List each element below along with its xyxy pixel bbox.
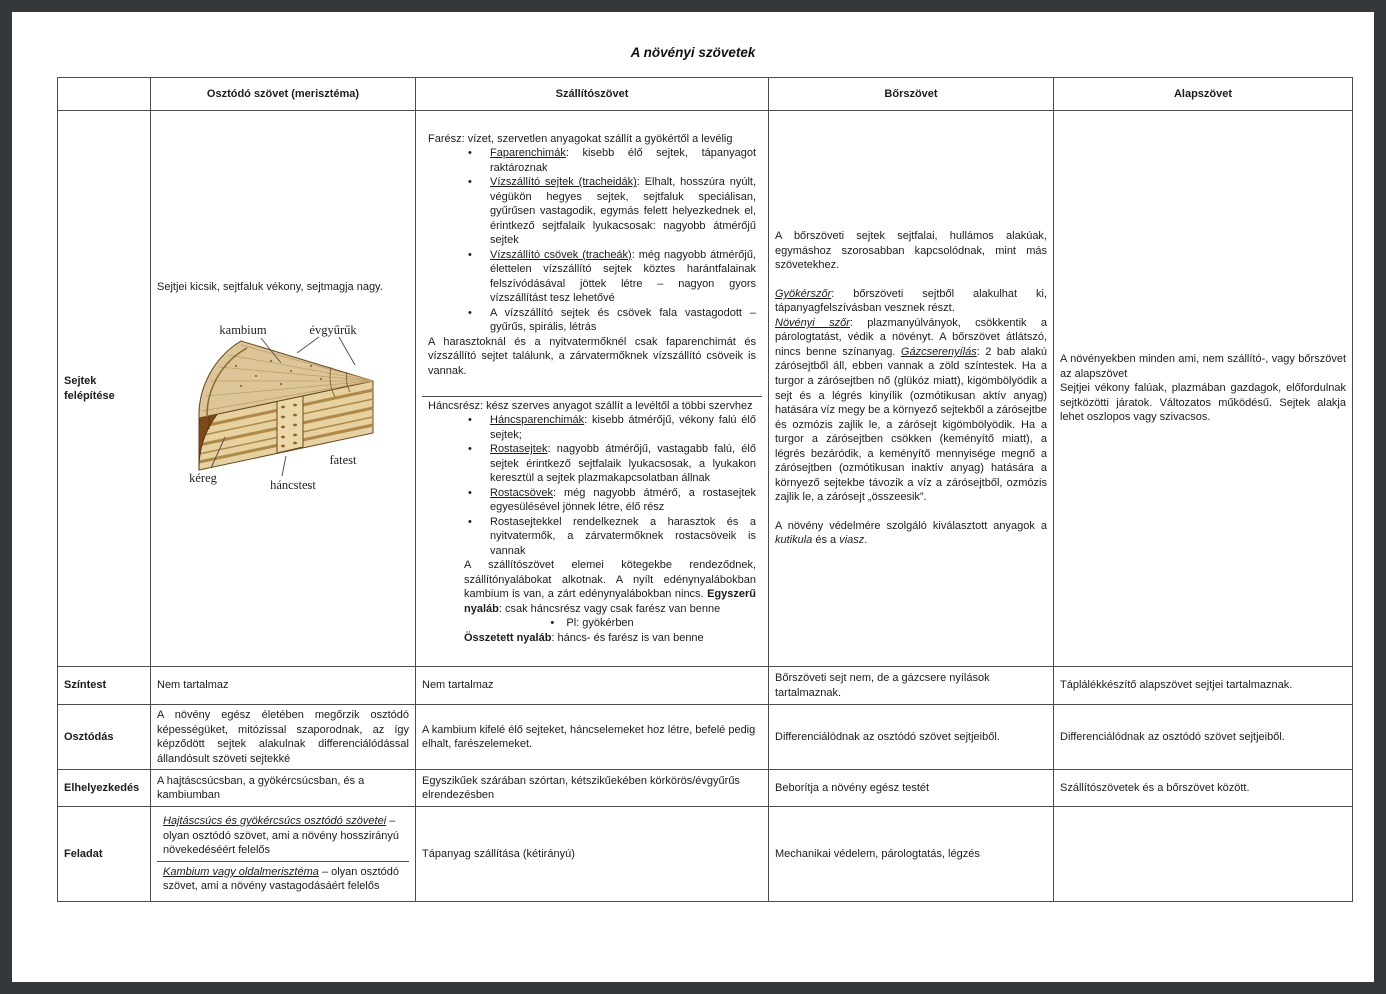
cell-elhelyezkedes-alapszovet: Szállítószövetek és a bőrszövet között. (1054, 770, 1353, 807)
row-label-szintest: Színtest (58, 667, 151, 705)
header-borszovet: Bőrszövet (769, 78, 1054, 111)
list-item: • Háncsparenchimák: kisebb átmérőjű, vékony falú élő sejtek; (464, 413, 756, 442)
diagram-label-evgyuruk: évgyűrűk (308, 322, 357, 337)
list-item: • Rostasejtekkel rendelkeznek a harasztok és a nyitvatermők, a zárvatermőknek rostacsöveik is vannak (464, 515, 756, 559)
row-label-feladat: Feladat (58, 807, 151, 902)
document-page (12, 12, 1374, 982)
page-title: A növényi szövetek (630, 45, 756, 60)
row-feladat (58, 807, 1353, 902)
row-elhelyezkedes (58, 770, 1353, 807)
osszetett-nyalab-line: Összetett nyaláb: háncs- és farész is van benne (464, 631, 704, 644)
alapszovet-p1: A növényekben minden ami, nem szállító-, vagy bőrszövet az alapszövet (1060, 353, 1346, 380)
cell-elhelyezkedes-szallito: Egyszikűek szárában szórtan, kétszikűekében körkörös/évgyűrűs elrendezésben (416, 770, 769, 807)
tree-diagram-svg (181, 321, 386, 493)
list-item: • Vízszállító csövek (tracheák): még nagyobb átmérőjű, élettelen vízszállító sejtek köztes harántfalainak felszívódásával jöttek létre – nagyon gyors vízszállítást tesz lehetővé (464, 248, 756, 306)
diagram-label-fatest: fatest (328, 452, 357, 467)
cell-sejtek-borszovet (769, 111, 1054, 667)
borszovet-p4: A növény védelmére szolgáló kiválasztott anyagok a kutikula és a viasz. (775, 519, 1047, 547)
cell-feladat-osztodo (151, 807, 416, 902)
list-item: • Rostacsövek: még nagyobb átmérő, a rostasejtek egyesülésével jönnek létre, élő rész (464, 486, 756, 515)
cell-feladat-borszovet: Mechanikai védelem, párologtatás, légzés (769, 807, 1054, 902)
hancstest-band (277, 395, 303, 453)
borszovet-p3: Növényi szőr: plazmanyúlványok, csökkentik a párologtatást, védik a növényt. A bőrszövet átlátszó, nincs benne színanyag. Gázcserenyílás: 2 bab alakú zárósejtből áll, ebben vannak a zöld színtestek. Ha a turgor a zárósejtben nő (glükóz miatt), kigömbölyödik a sejt és a légrés kinyílik (ozmótikusan aktív anyag) hatására víz megy be a környező sejtekből a zárósejtbe és ozmózis zajlik le, a zárósejt kigömbölyödik. Ha a turgor a zárósejtben csökken (keményítő miatt), a légrés bezáródik, a keményítő mennyisége megnő a zárósejtben (ozmótikusan inaktív anyag) hatására a környező sejtekbe távozik a víz a zárósejtből, ozmózis zajlik le, a zárósejt „összeesik”. (775, 316, 1048, 504)
plant-tissues-table (57, 77, 1353, 902)
header-szallitoszovet: Szállítószövet (416, 78, 769, 111)
cell-osztodas-borszovet: Differenciálódnak az osztódó szövet sejtjeiből. (769, 705, 1054, 770)
row-sejtek-felepitese (58, 111, 1353, 667)
faresz-intro: Farész: vízet, szervetlen anyagokat szállít a gyökértől a levélig (428, 132, 733, 145)
cell-sejtek-osztodo (151, 111, 416, 667)
row-szintest (58, 667, 1353, 705)
cell-osztodas-alapszovet: Differenciálódnak az osztódó szövet sejtjeiből. (1054, 705, 1353, 770)
cell-szintest-szallito: Nem tartalmaz (416, 667, 769, 705)
faresz-section (422, 130, 762, 397)
diagram-label-kambium: kambium (218, 322, 267, 337)
hancs-intro: Háncsrész: kész szerves anyagot szállít a levéltől a többi szervhez (428, 399, 753, 412)
hancs-section (422, 397, 762, 648)
header-empty (58, 78, 151, 111)
feladat-sub2: Kambium vagy oldalmerisztéma – olyan osztódó szövet, ami a növény vastagodásáért felelős (163, 865, 400, 893)
borszovet-p1: A bőrszöveti sejtek sejtfalai, hullámos alakúak, egymáshoz szorosabban kapcsolódnak, mint más szövetekhez. (775, 230, 1047, 272)
alapszovet-p2: Sejtjei vékony falúak, plazmában gazdagok, előfordulnak sejtközötti járatok. Változatos működésű. Sejtek alakja lehet oszlopos vagy szivacsos. (1060, 382, 1346, 424)
faresz-bullet-list (428, 146, 756, 335)
diagram-label-kereg: kéreg (188, 470, 217, 485)
list-item: • Faparenchimák: kisebb élő sejtek, tápanyagot raktároznak (464, 146, 756, 175)
borszovet-p2: Gyökérszőr: bőrszöveti sejtből alakulhat ki, tápanyagfelszívásban vesznek részt. (775, 287, 1047, 315)
header-row (58, 78, 1353, 111)
cell-sejtek-alapszovet (1054, 111, 1353, 667)
list-item: • Vízszállító sejtek (tracheidák): Elhalt, hosszúra nyúlt, végükön hegyes sejtek, sejtfaluk speciálisan, gyűrűsen vastagodik, egymás felett helyezkednek el, érintkező sejtfalaik lyukacsosak: nagyobb átmérőjű sejtek (464, 175, 756, 248)
hancs-bullet-list (428, 413, 756, 558)
cell-feladat-alapszovet (1054, 807, 1353, 902)
row-osztodas (58, 705, 1353, 770)
list-item: • Rostasejtek: nagyobb átmérőjű, vastagabb falú, élő sejtek érintkező sejtfalaik lyukacsosak, a lyukakon keresztül a sejtek plazmakapcsolatban állnak (464, 442, 756, 486)
diagram-label-hancstest: háncstest (269, 477, 316, 492)
list-item: • A vízszállító sejtek és csövek fala vastagodott – gyűrűs, spirális, létrás (464, 306, 756, 335)
osztodo-description: Sejtjei kicsik, sejtfaluk vékony, sejtmagja nagy. (157, 280, 383, 293)
row-label-osztodas: Osztódás (58, 705, 151, 770)
header-alapszovet: Alapszövet (1054, 78, 1353, 111)
cell-elhelyezkedes-osztodo: A hajtáscsúcsban, a gyökércsúcsban, és a kambiumban (151, 770, 416, 807)
tree-cross-section-diagram (181, 321, 386, 498)
faresz-outro: A harasztoknál és a nyitvatermőknél csak faparenchimát és vízszállító sejtet találunk, a zárvatermőknek vízszállító csöveik is vannak. (428, 335, 756, 377)
row-label-elhelyezkedes: Elhelyezkedés (58, 770, 151, 807)
header-osztodo-szovet: Osztódó szövet (merisztéma) (151, 78, 416, 111)
cell-osztodas-szallito: A kambium kifelé élő sejteket, háncselemeket hoz létre, befelé pedig elhalt, farészelemeket. (416, 705, 769, 770)
nyalab-paragraph: A szállítószövet elemei kötegekbe rendeződnek, szállítónyalábokat alkotnak. A nyílt edénynyalábokban kambium is van, a zárt edénynyalábokban nincs. Egyszerű nyaláb: csak háncsrész vagy csak farész van benne (464, 559, 756, 615)
feladat-sub1: Hajtáscsúcs és gyökércsúcs osztódó szövetei – olyan osztódó szövet, ami a növény hosszirányú növekedéséért felelős (157, 811, 409, 862)
cell-szintest-alapszovet: Táplálékkészítő alapszövet sejtjei tartalmaznak. (1054, 667, 1353, 705)
cell-szintest-osztodo: Nem tartalmaz (151, 667, 416, 705)
cell-elhelyezkedes-borszovet: Beborítja a növény egész testét (769, 770, 1054, 807)
nyalab-example: • Pl: gyökérben (428, 616, 756, 631)
cell-osztodas-osztodo: A növény egész életében megőrzik osztódó képességüket, mitózissal szaporodnak, az így képződött sejtek alakulnak differenciálódással állandósult szöveti sejtekké (151, 705, 416, 770)
cell-sejtek-szallito (416, 111, 769, 667)
cell-szintest-borszovet: Bőrszöveti sejt nem, de a gázcsere nyílások tartalmaznak. (769, 667, 1054, 705)
cell-feladat-szallito: Tápanyag szállítása (kétirányú) (416, 807, 769, 902)
row-label-sejtek-felepitese: Sejtek felépítése (58, 111, 151, 667)
